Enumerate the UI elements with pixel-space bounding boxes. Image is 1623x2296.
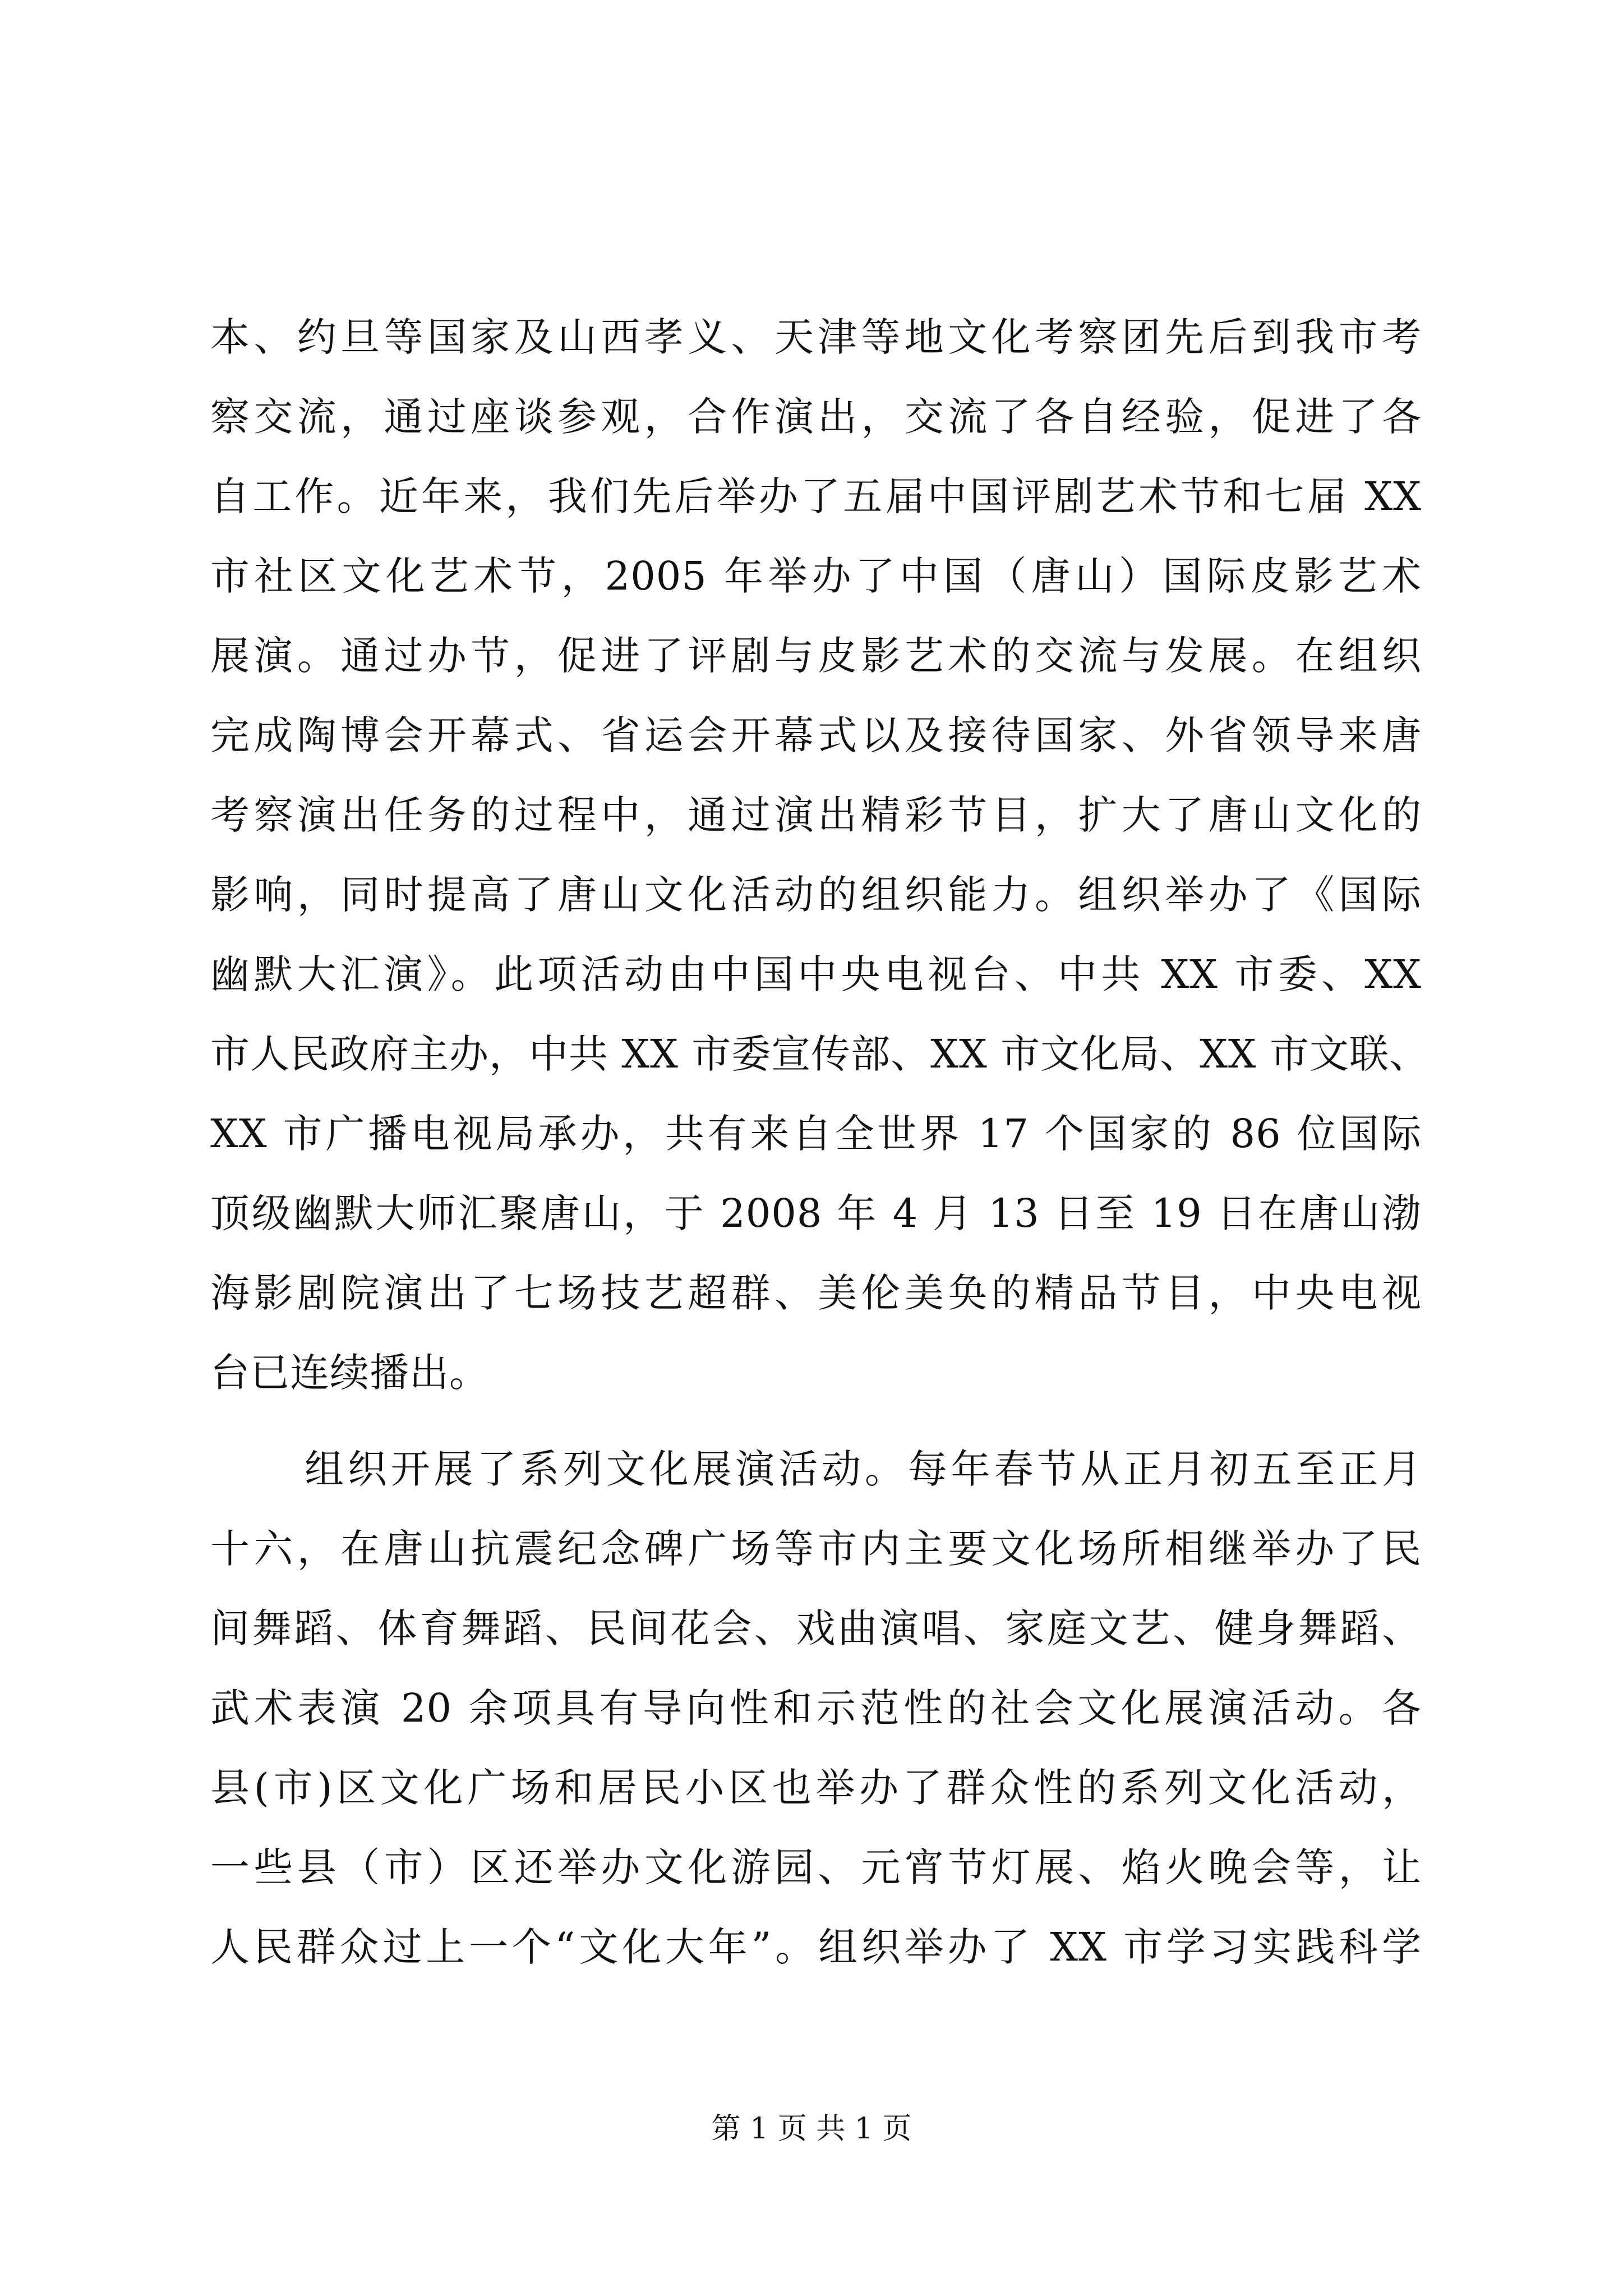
paragraph-1 [210, 297, 1430, 1412]
text-line: 人民群众过上一个“文化大年”。组织举办了 XX 市学习实践科学 [210, 1924, 1422, 1970]
text-line: 间舞蹈、体育舞蹈、民间花会、戏曲演唱、家庭文艺、健身舞蹈、 [210, 1605, 1422, 1651]
text-line: 幽默大汇演》。此项活动由中国中央电视台、中共 XX 市委、XX [210, 951, 1422, 997]
text-line: 市人民政府主办，中共 XX 市委宣传部、XX 市文化局、XX 市文联、 [210, 1031, 1430, 1077]
text-line: XX 市广播电视局承办，共有来自全世界 17 个国家的 86 位国际 [210, 1111, 1422, 1157]
text-line: 组织开展了系列文化展演活动。每年春节从正月初五至正月 [305, 1446, 1422, 1492]
text-line: 顶级幽默大师汇聚唐山，于 2008 年 4 月 13 日至 19 日在唐山渤 [210, 1190, 1422, 1236]
text-line: 影响，同时提高了唐山文化活动的组织能力。组织举办了《国际 [210, 872, 1422, 918]
text-line: 本、约旦等国家及山西孝义、天津等地文化考察团先后到我市考 [210, 314, 1422, 360]
text-line: 县(市)区文化广场和居民小区也举办了群众性的系列文化活动， [210, 1765, 1422, 1811]
document-body [210, 297, 1430, 1987]
page-number-label: 第 1 页 共 1 页 [711, 2112, 912, 2146]
page-footer [0, 2109, 1623, 2148]
text-line: 海影剧院演出了七场技艺超群、美伦美奂的精品节目，中央电视 [210, 1270, 1422, 1316]
paragraph-spacer [210, 1412, 1422, 1429]
text-line: 考察演出任务的过程中，通过演出精彩节目，扩大了唐山文化的 [210, 792, 1422, 838]
text-line: 察交流，通过座谈参观，合作演出，交流了各自经验，促进了各 [210, 394, 1422, 440]
text-line: 市社区文化艺术节，2005 年举办了中国（唐山）国际皮影艺术 [210, 553, 1422, 599]
text-line: 一些县（市）区还举办文化游园、元宵节灯展、焰火晚会等，让 [210, 1844, 1422, 1890]
text-line: 展演。通过办节，促进了评剧与皮影艺术的交流与发展。在组织 [210, 633, 1422, 679]
text-line: 完成陶博会开幕式、省运会开幕式以及接待国家、外省领导来唐 [210, 712, 1422, 758]
text-line: 自工作。近年来，我们先后举办了五届中国评剧艺术节和七届 XX [210, 473, 1422, 519]
paragraph-2 [210, 1429, 1422, 1987]
text-line: 十六，在唐山抗震纪念碑广场等市内主要文化场所相继举办了民 [210, 1526, 1422, 1572]
text-line: 武术表演 20 余项具有导向性和示范性的社会文化展演活动。各 [210, 1685, 1422, 1731]
text-line: 台已连续播出。 [210, 1350, 489, 1396]
